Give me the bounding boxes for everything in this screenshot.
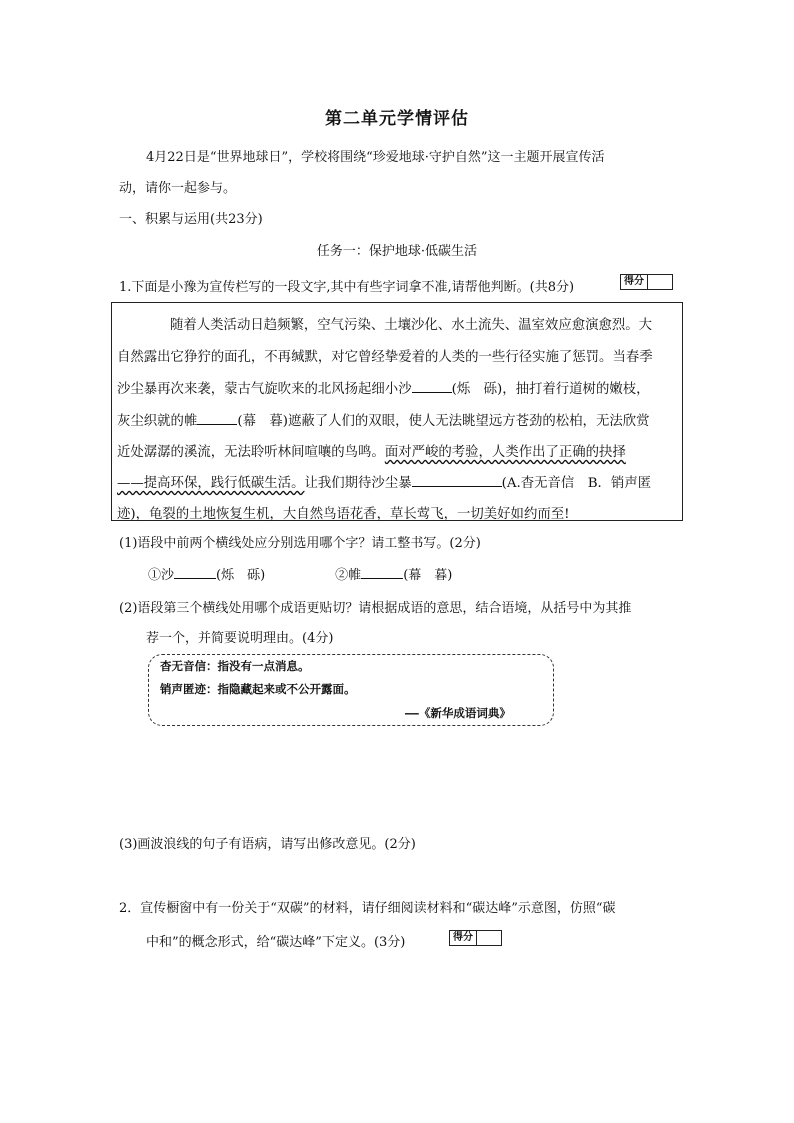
wavy-sentence: 面对严峻的考验，人类作出了正确的抉择 (384, 445, 626, 460)
dictionary-entry-1: 杳无音信：指没有一点消息。 (160, 659, 310, 673)
answer-blank-2[interactable] (361, 566, 403, 579)
question-2-line-1: 2．宣传橱窗中有一份关于“双碳”的材料，请仔细阅读材料和“碳达峰”示意图，仿照“碳 (119, 901, 616, 916)
question-1-1-options: ①沙 (烁 砾) ②帷 (幕 暮) (148, 568, 453, 583)
question-1-2-line-2: 荐一个，并简要说明理由。(4分) (146, 631, 334, 646)
passage-line-7: 迹)，龟裂的土地恢复生机，大自然鸟语花香，草长莺飞，一切美好如约而至! (117, 507, 570, 522)
question-1-1: (1)语段中前两个横线处应分别选用哪个字？请工整书写。(2分) (119, 536, 481, 551)
dictionary-source: ——《新华成语词典》 (405, 706, 511, 720)
score-box[interactable] (620, 274, 673, 290)
blank-2[interactable] (197, 412, 237, 425)
answer-blank-1[interactable] (174, 566, 216, 579)
wavy-sentence-cont: ——提高环保，践行低碳生活。 (117, 476, 305, 491)
score-label-2: 得分 (450, 931, 477, 945)
section-heading: 一、积累与运用(共23分) (119, 212, 263, 227)
score-blank[interactable] (648, 275, 672, 289)
blank-3[interactable] (412, 474, 502, 487)
dictionary-entry-2: 销声匿迹：指隐藏起来或不公开露面。 (160, 682, 356, 696)
question-1-stem: 1.下面是小豫为宣传栏写的一段文字,其中有些字词拿不准,请帮他判断。(共8分) (119, 280, 575, 295)
score-box-2[interactable] (449, 930, 502, 946)
score-blank-2[interactable] (477, 931, 501, 945)
passage-line-3: 沙尘暴再次来袭，蒙古气旋吹来的北风扬起细小沙 (烁 砾)，抽打着行道树的嫩枝， (117, 382, 650, 397)
passage-line-2: 自然露出它狰狞的面孔，不再缄默，对它曾经挚爱着的人类的一些行径实施了惩罚。当春季 (117, 350, 653, 365)
passage-line-6: ——提高环保，践行低碳生活。让我们期待沙尘暴 (A.杳无音信 B．销声匿 (117, 476, 652, 491)
intro-line-1: 4月22日是“世界地球日”，学校将围绕“珍爱地球·守护自然”这一主题开展宣传活 (146, 150, 605, 165)
blank-1[interactable] (412, 380, 452, 393)
passage-line-4: 灰尘织就的帷 (幕 暮)遮蔽了人们的双眼，使人无法眺望远方苍劲的松柏，无法欣赏 (117, 414, 650, 429)
page-title: 第二单元学情评估 (325, 109, 469, 129)
passage-line-5: 近处潺潺的溪流，无法聆听林间喧嚷的鸟鸣。面对严峻的考验，人类作出了正确的抉择 (117, 445, 626, 460)
score-label: 得分 (621, 275, 648, 289)
question-2-line-2: 中和”的概念形式，给“碳达峰”下定义。(3分) (146, 935, 406, 950)
question-1-2-line-1: (2)语段第三个横线处用哪个成语更贴切？请根据成语的意思，结合语境，从括号中为其推 (119, 601, 632, 616)
task-heading: 任务一：保护地球·低碳生活 (316, 244, 478, 259)
intro-line-2: 动，请你一起参与。 (119, 181, 237, 196)
question-1-3: (3)画波浪线的句子有语病，请写出修改意见。(2分) (119, 837, 416, 852)
passage-line-1: 随着人类活动日趋频繁，空气污染、土壤沙化、水土流失、温室效应愈演愈烈。大 (170, 318, 653, 333)
